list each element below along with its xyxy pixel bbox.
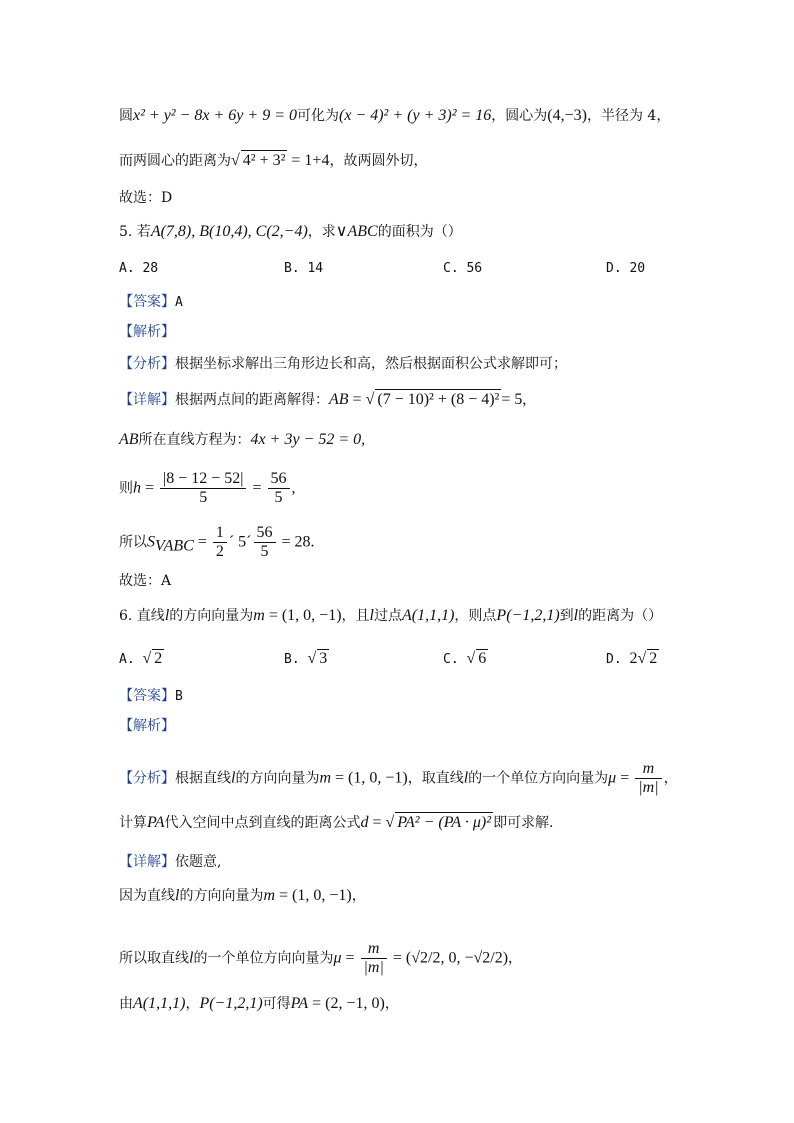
- text-line: [119, 571, 171, 591]
- option-label: D.: [606, 652, 622, 667]
- radicand: PA² − (PA · μ)²: [397, 814, 492, 831]
- text: ，取直线: [407, 770, 464, 787]
- text: ，半径为 4，: [586, 108, 671, 124]
- result: = 28.: [277, 533, 315, 551]
- analysis-sub-tag: 【分析】: [119, 356, 175, 372]
- text: 的面积为（）: [377, 224, 462, 240]
- text: 代入空间中点到直线的距离公式: [164, 815, 361, 831]
- point: P(−1,2,1): [199, 995, 263, 1012]
- text-line: [119, 940, 522, 977]
- analysis-detail: [119, 760, 678, 797]
- text: 由: [119, 996, 133, 1012]
- radicand: 2: [649, 650, 658, 667]
- answer-line: [119, 686, 183, 707]
- option-a: A. √ 2: [119, 650, 163, 667]
- text-line: 计算PA代入空间中点到直线的距离公式d = √ PA² − (PA · μ)² 即可求解.: [119, 814, 554, 831]
- answer-value: A: [175, 295, 183, 310]
- text: 依题意,: [175, 854, 222, 870]
- equation: (4,−3): [547, 107, 587, 124]
- punctuation: ，: [351, 888, 366, 904]
- detail-line: [119, 852, 221, 872]
- denominator: 2: [215, 543, 224, 560]
- text: ，则点: [454, 608, 497, 624]
- vector: m: [263, 887, 276, 904]
- variable: l: [231, 769, 236, 787]
- point: A(1,1,1): [401, 607, 455, 624]
- fraction: [268, 470, 290, 507]
- equation: = (1, 0, −1): [264, 607, 342, 624]
- equation: AB: [119, 431, 139, 448]
- coefficient: 2: [629, 650, 638, 667]
- equation: ∨ABC: [335, 223, 378, 240]
- subscript: VABC: [155, 537, 194, 555]
- option-label: B.: [284, 652, 300, 667]
- vector: m: [253, 607, 265, 624]
- text-line: [119, 188, 172, 208]
- text-line: [119, 994, 399, 1014]
- text: 的一个单位方向向量为: [193, 950, 334, 967]
- text: 根据坐标求解出三角形边长和高，然后根据面积公式求解即可；: [175, 356, 567, 372]
- equation: (√2/2, 0, −√2/2): [405, 949, 509, 967]
- equation: 4x + 3y − 52 = 0,: [250, 431, 366, 448]
- equation: = (1, 0, −1): [275, 887, 352, 904]
- text-line: [119, 106, 670, 126]
- analysis-line: [119, 716, 175, 736]
- answer-value: B: [175, 689, 183, 704]
- option-c: C. 56: [443, 261, 483, 276]
- vector: PA: [290, 995, 309, 1012]
- text: 计算: [119, 815, 147, 831]
- text-line: [119, 886, 366, 906]
- equation: A(7,8), B(10,4), C(2,−4): [150, 223, 308, 240]
- unit-vector: μ: [608, 769, 617, 787]
- radicand: 4² + 3²: [242, 152, 286, 169]
- denominator: 5: [274, 489, 283, 506]
- fraction: [254, 524, 276, 561]
- radicand: 3: [319, 650, 328, 667]
- text: 所在直线方程为：: [138, 432, 251, 448]
- numerator: m: [361, 940, 387, 959]
- fraction: [160, 470, 246, 507]
- text: 的距离为（）: [578, 608, 663, 624]
- text: 到: [559, 608, 574, 624]
- analysis-sub-tag: 【分析】: [119, 770, 175, 787]
- denominator: |m|: [638, 779, 659, 796]
- option-d: D. 20: [606, 261, 646, 276]
- variable: l: [369, 607, 374, 624]
- punctuation: ，: [663, 770, 678, 787]
- radicand: 6: [478, 650, 487, 667]
- numerator: 56: [268, 470, 290, 489]
- text: 圆: [119, 108, 133, 124]
- detail-tag: 【详解】: [119, 854, 175, 870]
- text-line: 而两圆心的距离为√ 4² + 3² = 1+4，故两圆外切，: [119, 152, 428, 169]
- option-label: C.: [443, 652, 459, 667]
- option-c: C. √ 6: [443, 650, 487, 667]
- radicand: 2: [154, 650, 163, 667]
- variable: l: [463, 769, 469, 787]
- text-line: [119, 430, 365, 450]
- question-5: [119, 222, 462, 242]
- text: 则: [119, 480, 133, 497]
- variable: d: [360, 814, 369, 831]
- text: 的方向向量为: [179, 888, 264, 904]
- vector: PA: [147, 814, 165, 831]
- variable: l: [164, 607, 170, 624]
- fraction: [635, 760, 661, 797]
- point: P(−1,2,1): [496, 607, 560, 624]
- radicand: (7 − 10)² + (8 − 4)²: [377, 391, 500, 408]
- analysis-tag: 【解析】: [119, 718, 175, 734]
- text: 而两圆心的距离为: [119, 153, 231, 169]
- numerator: m: [635, 760, 661, 779]
- text: 的一个单位方向向量为: [468, 770, 609, 787]
- equation: = 1+4: [287, 152, 330, 169]
- option-d: D. 2√ 2: [606, 650, 658, 667]
- equals: =: [388, 949, 406, 967]
- answer-tag: 【答案】: [119, 688, 175, 704]
- equals: =: [341, 949, 359, 967]
- equals: =: [193, 533, 211, 551]
- text: 根据直线: [175, 770, 231, 787]
- text: 过点: [373, 608, 402, 624]
- equation: = (1, 0, −1): [331, 769, 408, 787]
- text: 即可求解.: [493, 815, 554, 831]
- punctuation: ,: [291, 479, 296, 497]
- equals: =: [616, 769, 634, 787]
- option-b: B. √ 3: [284, 650, 328, 667]
- fraction: [213, 524, 227, 561]
- variable: l: [175, 887, 180, 904]
- detail-tag: 【详解】: [119, 392, 175, 408]
- text: 因为直线: [119, 888, 175, 904]
- variable: S: [147, 533, 155, 551]
- equals: =: [248, 479, 266, 497]
- text: ，故两圆外切，: [329, 153, 428, 169]
- numerator: |8 − 12 − 52|: [160, 470, 246, 489]
- equation: AB: [329, 391, 349, 408]
- text: ，且: [341, 608, 370, 624]
- analysis-line: [119, 322, 175, 342]
- variable: h: [133, 479, 141, 497]
- analysis-detail: [119, 354, 567, 374]
- vector: m: [319, 769, 332, 787]
- denominator: 5: [199, 489, 208, 506]
- factor: ´ 5´: [228, 533, 252, 551]
- equals: =: [141, 479, 159, 497]
- variable: l: [573, 607, 579, 624]
- equation: = (2, −1, 0): [308, 995, 385, 1012]
- text: 的方向向量为: [235, 770, 320, 787]
- text: ，求: [307, 224, 336, 240]
- option-label: A.: [119, 652, 135, 667]
- text: ，: [185, 996, 200, 1012]
- analysis-tag: 【解析】: [119, 324, 175, 340]
- punctuation: ，: [384, 996, 399, 1012]
- text: ，圆心为: [491, 108, 548, 124]
- variable: l: [189, 949, 194, 967]
- denominator: 5: [260, 543, 269, 560]
- denominator: |m|: [363, 959, 384, 976]
- area-line: [119, 524, 315, 561]
- text: 所以: [119, 534, 147, 551]
- equation: = 5,: [501, 391, 527, 408]
- equals: =: [368, 814, 386, 831]
- option-b: B. 14: [284, 261, 324, 276]
- text: 所以取直线: [119, 950, 189, 967]
- fraction: [361, 940, 387, 977]
- option-a: A. 28: [119, 261, 159, 276]
- answer-select: 故选：A: [119, 573, 172, 589]
- detail-line: 【详解】根据两点间的距离解得：AB = √ (7 − 10)² + (8 − 4)² = 5,: [119, 391, 527, 408]
- text: 的方向向量为: [169, 608, 254, 624]
- punctuation: ，: [508, 950, 523, 967]
- numerator: 1: [213, 524, 227, 543]
- text: 可化为: [296, 108, 339, 124]
- numerator: 56: [254, 524, 276, 543]
- text: 可得: [262, 996, 291, 1012]
- question-6: [119, 606, 662, 626]
- equation: (x − 4)² + (y + 3)² = 16: [338, 107, 492, 124]
- text: 根据两点间的距离解得：: [175, 392, 329, 408]
- equation: x² + y² − 8x + 6y + 9 = 0: [133, 107, 297, 124]
- point: A(1,1,1): [133, 995, 186, 1012]
- height-line: [119, 470, 296, 507]
- answer-line: [119, 292, 183, 313]
- answer-select: 故选：D: [119, 190, 173, 206]
- question-number: 5. 若: [119, 224, 151, 240]
- question-number: 6. 直线: [119, 608, 165, 624]
- unit-vector: μ: [333, 949, 342, 967]
- answer-tag: 【答案】: [119, 294, 175, 310]
